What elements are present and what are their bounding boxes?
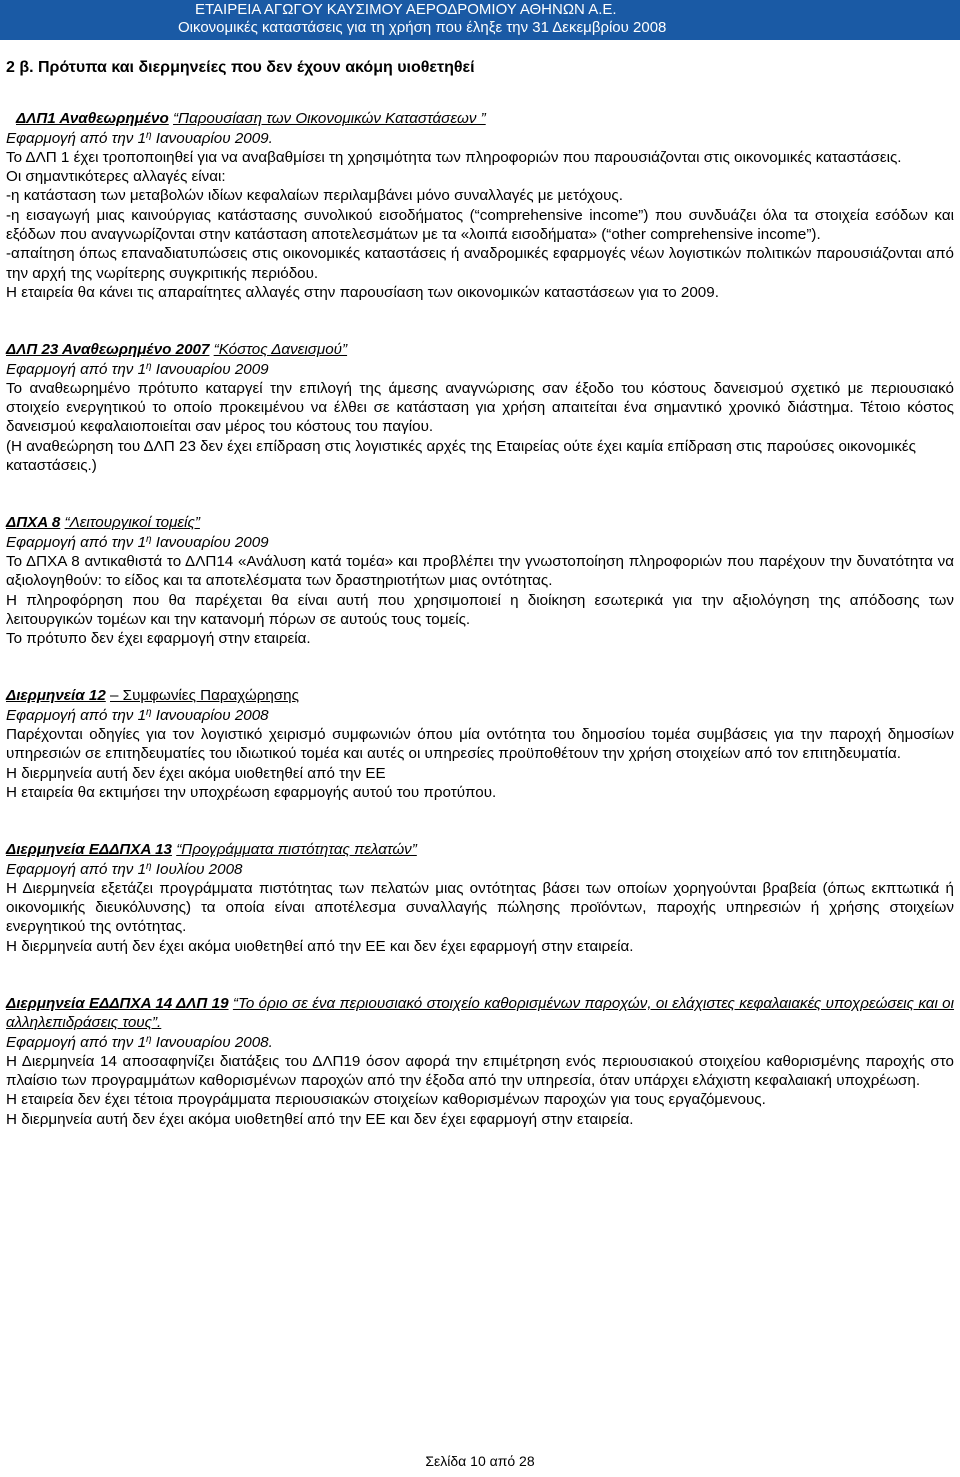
paragraph: Παρέχονται οδηγίες για τον λογιστικό χειρισμό συμφωνιών όπου μία οντότητα του δημοσίου τομέα συμβάσεις για την παροχή δημοσίων υπηρεσιών σε επιτηδευματίες του ιδιωτικού τομέα και αυτές οι υπηρεσίες προϋποθέτουν την χρήση στοιχείων από τον επιτηδευματία. [6, 726, 954, 763]
paragraph: Το ΔΠΧΑ 8 αντικαθιστά το ΔΛΠ14 «Ανάλυση κατά τομέα» και προβλέπει την γνωστοποίηση πληροφοριών που παρέχουν την δυνατότητα να αξιολογηθούν: το είδος και τα αποτελέσματα των δραστηριοτήτων μιας οντότητας. [6, 552, 954, 590]
paragraph: Η διερμηνεία αυτή δεν έχει ακόμα υιοθετηθεί από την ΕΕ [6, 764, 386, 782]
standard-code: ΔΠΧΑ 8 [6, 514, 61, 532]
standard-title: “Λειτουργικοί τομείς” [64, 514, 200, 532]
standard-title: “Προγράμματα πιστότητας πελατών” [176, 841, 417, 859]
paragraph: Η Διερμηνεία 14 αποσαφηνίζει διατάξεις του ΔΛΠ19 όσον αφορά την επιμέτρηση ενός περιουσιακού στοιχείου καθορισμένης παροχής στο πλαίσιο των προγραμμάτων καθορισμένων παροχών από την έξοδα από την υπηρεσία, όταν υπάρχει ελάχιστη κεφαλαιακή υποχρέωση. [6, 1052, 954, 1090]
paragraph: Το ΔΛΠ 1 έχει τροποποιηθεί για να αναβαθμίσει τη χρησιμότητα των πληροφοριών που παρουσιάζονται στις οικονομικές καταστάσεις. [6, 148, 902, 166]
standard-code: Διερμηνεία 12 [6, 687, 106, 705]
effective-date: Εφαρμογή από την $1^\eta$ Ιανουαρίου 2009 [6, 533, 269, 551]
standard-heading [6, 686, 954, 705]
interpretation-12 [6, 686, 954, 802]
paragraph: Η Διερμηνεία εξετάζει προγράμματα πιστότητας των πελατών μιας οντότητας βάσει των οποίων χορηγούνται βραβεία (όπως εκπτωτικά ή οικονομικής διευκόλυνσης) τα οποία είναι αποτέλεσμα συναλλαγής πώλησης προϊόντων, παροχής υπηρεσιών ή χρήσης στοιχείων ενεργητικού της οντότητας. [6, 879, 954, 936]
effective-date: Εφαρμογή από την $1^\eta$ Ιανουαρίου 2008. [6, 1033, 273, 1051]
company-name: ΕΤΑΙΡΕΙΑ ΑΓΩΓΟΥ ΚΑΥΣΙΜΟΥ ΑΕΡΟΔΡΟΜΙΟΥ ΑΘΗΝΩΝ Α.Ε. [195, 1, 617, 18]
paragraph: Η εταιρεία δεν έχει τέτοια προγράμματα περιουσιακών στοιχείων καθορισμένων παροχών για τους εργαζόμενους. [6, 1091, 766, 1109]
standard-ias23 [6, 340, 954, 475]
standard-code: Διερμηνεία ΕΔΔΠΧΑ 14 ΔΛΠ 19 [6, 994, 229, 1012]
paragraph: -η κατάσταση των μεταβολών ιδίων κεφαλαίων περιλαμβάνει μόνο συναλλαγές με μετόχους. [6, 187, 623, 205]
standard-ifrs8 [6, 513, 954, 648]
standard-code: ΔΛΠ 23 Αναθεωρημένο 2007 [6, 341, 210, 359]
standard-title: “Κόστος Δανεισμού” [213, 341, 348, 359]
paragraph: (Η αναθεώρηση του ΔΛΠ 23 δεν έχει επίδραση στις λογιστικές αρχές της Εταιρείας ούτε έχει καμία επίδραση στις παρούσες οικονομικές καταστάσεις.) [6, 437, 916, 475]
paragraph: Η διερμηνεία αυτή δεν έχει ακόμα υιοθετηθεί από την ΕΕ και δεν έχει εφαρμογή στην εταιρεία. [6, 937, 634, 955]
standard-heading [6, 340, 954, 359]
standard-ias1 [6, 109, 954, 302]
effective-date: Εφαρμογή από την $1^\eta$ Ιανουαρίου 2009. [6, 129, 273, 147]
effective-date: Εφαρμογή από την $1^\eta$ Ιουλίου 2008 [6, 860, 243, 878]
standard-heading [6, 840, 954, 859]
standard-code: Διερμηνεία ΕΔΔΠΧΑ 13 [6, 841, 172, 859]
document-body [6, 58, 954, 1129]
interpretation-13 [6, 840, 954, 956]
standard-title: “Παρουσίαση των Οικονομικών Καταστάσεων ” [173, 110, 486, 128]
standard-title: “Το όριο σε ένα περιουσιακό στοιχείο καθορισμένων παροχών, οι ελάχιστες κεφαλαιακές υποχρεώσεις και οι αλληλεπιδράσεις τους”. [6, 994, 955, 1032]
effective-date: Εφαρμογή από την $1^\eta$ Ιανουαρίου 2008 [6, 706, 269, 724]
standard-title: – Συμφωνίες Παραχώρησης [110, 687, 299, 705]
paragraph: Οι σημαντικότερες αλλαγές είναι: [6, 168, 226, 186]
paragraph: Η εταιρεία θα εκτιμήσει την υποχρέωση εφαρμογής αυτού του προτύπου. [6, 783, 497, 801]
standard-heading [6, 109, 954, 128]
paragraph: Η διερμηνεία αυτή δεν έχει ακόμα υιοθετηθεί από την ΕΕ και δεν έχει εφαρμογή στην εταιρεία. [6, 1110, 634, 1128]
paragraph: Η πληροφόρηση που θα παρέχεται θα είναι αυτή που χρησιμοποιεί η διοίκηση εσωτερικά για την αξιολόγηση της απόδοσης των λειτουργικών τομέων και την κατανομή πόρων σε αυτούς τους τομείς. [6, 591, 954, 628]
interpretation-14 [6, 994, 954, 1129]
standard-code: ΔΛΠ1 Αναθεωρημένο [16, 110, 169, 128]
paragraph: Το πρότυπο δεν έχει εφαρμογή στην εταιρεία. [6, 630, 311, 648]
paragraph: -η εισαγωγή μιας καινούργιας κατάστασης συνολικού εισοδήματος (“comprehensive income”) που συνδυάζει όλα τα στοιχεία εσόδων και εξόδων που αναγνωρίζονται στην κατάσταση αποτελεσμάτων με τα «λοιπά εισοδήματα» (“other comprehensive income”). [6, 206, 954, 244]
effective-date: Εφαρμογή από την $1^\eta$ Ιανουαρίου 2009 [6, 360, 269, 378]
page-number: Σελίδα 10 από 28 [425, 1453, 535, 1469]
page-header [0, 0, 960, 40]
header-subtitle: Οικονομικές καταστάσεις για τη χρήση που έληξε την 31 Δεκεμβρίου 2008 [178, 19, 667, 36]
section-title: 2 β. Πρότυπα και διερμηνείες που δεν έχουν ακόμη υιοθετηθεί [6, 59, 475, 76]
paragraph: Η εταιρεία θα κάνει τις απαραίτητες αλλαγές στην παρουσίαση των οικονομικών καταστάσεων για το 2009. [6, 283, 719, 301]
standard-heading [6, 513, 954, 532]
standard-heading [6, 994, 954, 1033]
paragraph: -απαίτηση όπως επαναδιατυπώσεις στις οικονομικές καταστάσεις ή αναδρομικές εφαρμογές νέων λογιστικών πολιτικών παρουσιάζονται από την αρχή της νωρίτερης συγκριτικής περιόδου. [6, 245, 954, 282]
paragraph: Το αναθεωρημένο πρότυπο καταργεί την επιλογή της άμεσης αναγνώρισης σαν έξοδο του κόστους δανεισμού σχετικό με περιουσιακό στοιχείο ενεργητικού το οποίο προκειμένου να έλθει σε κατάσταση για χρήση απαιτείται ένα σημαντικό χρονικό διάστημα. Τέτοιο κόστος δανεισμού κεφαλαιοποιείται σαν μέρος του κόστους του παγίου. [6, 379, 954, 436]
